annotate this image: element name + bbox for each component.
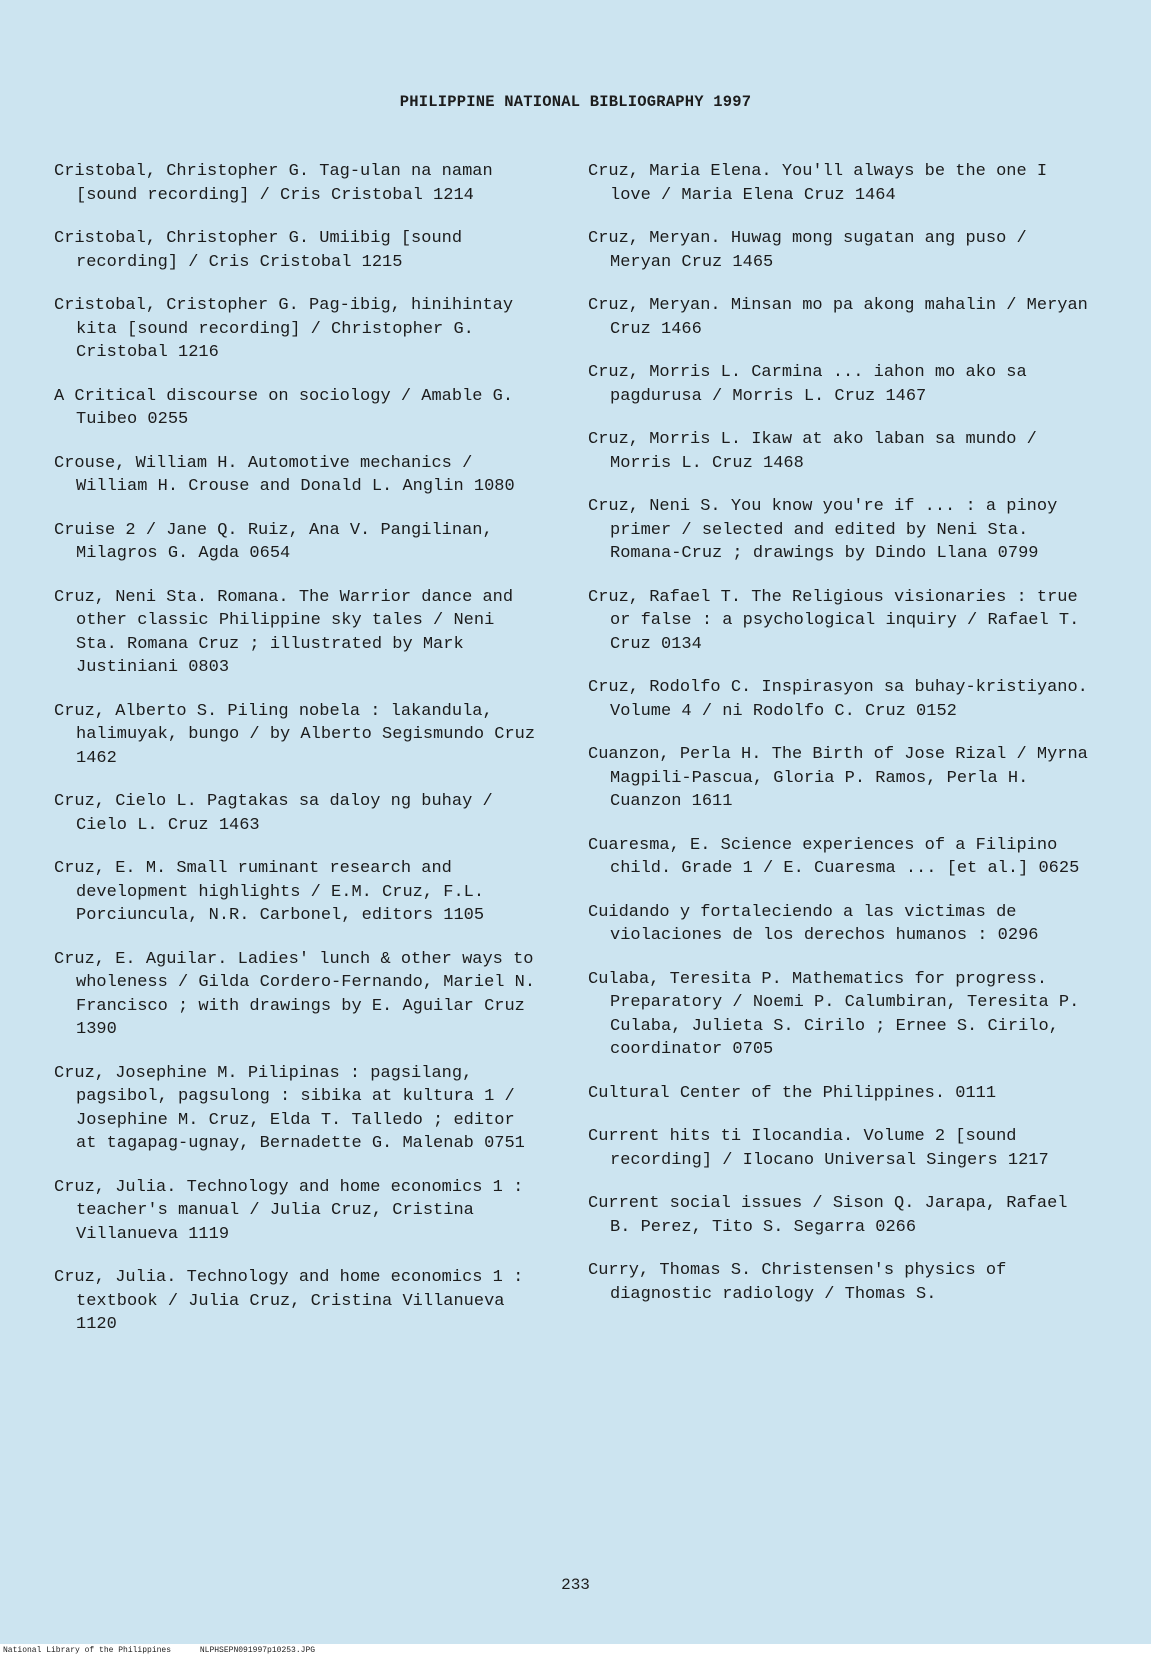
- bibliography-entry: Cruz, Neni Sta. Romana. The Warrior dance and other classic Philippine sky tales / Neni Sta. Romana Cruz ; illustrated by Mark Justiniani 0803: [54, 587, 514, 677]
- bibliography-entry: Cruz, Meryan. Huwag mong sugatan ang puso / Meryan Cruz 1465: [588, 229, 1027, 272]
- right-column: [588, 160, 1088, 1326]
- bibliography-entry: Cruise 2 / Jane Q. Ruiz, Ana V. Pangilinan, Milagros G. Agda 0654: [54, 520, 493, 563]
- bibliography-entry: Cristobal, Cristopher G. Pag-ibig, hinihintay kita [sound recording] / Christopher G. Cristobal 1216: [54, 296, 514, 362]
- page-title: PHILIPPINE NATIONAL BIBLIOGRAPHY 1997: [399, 93, 752, 111]
- page-number: 233: [561, 1576, 590, 1594]
- bibliography-entry: Curry, Thomas S. Christensen's physics of diagnostic radiology / Thomas S.: [588, 1261, 1007, 1304]
- bibliography-entry: Cultural Center of the Philippines. 0111: [588, 1083, 997, 1103]
- bibliography-entry: Cristobal, Christopher G. Tag-ulan na naman [sound recording] / Cris Cristobal 1214: [54, 162, 493, 205]
- bibliography-entry: Cruz, Julia. Technology and home economics 1 : textbook / Julia Cruz, Cristina Villanueva 1120: [54, 1268, 524, 1334]
- footer-filename: NLPHSEPN091997p10253.JPG: [199, 1646, 316, 1655]
- bibliography-entry: A Critical discourse on sociology / Amable G. Tuibeo 0255: [54, 386, 514, 429]
- bibliography-entry: Cruz, Meryan. Minsan mo pa akong mahalin / Meryan Cruz 1466: [588, 296, 1088, 339]
- left-column: [54, 160, 544, 1357]
- footer-strip: [0, 1644, 1151, 1658]
- bibliography-entry: Cruz, Morris L. Carmina ... iahon mo ako sa pagdurusa / Morris L. Cruz 1467: [588, 363, 1027, 406]
- bibliography-entry: Cruz, Morris L. Ikaw at ako laban sa mundo / Morris L. Cruz 1468: [588, 430, 1037, 473]
- bibliography-entry: Crouse, William H. Automotive mechanics / William H. Crouse and Donald L. Anglin 1080: [54, 453, 515, 496]
- bibliography-entry: Current hits ti Ilocandia. Volume 2 [sound recording] / Ilocano Universal Singers 1217: [588, 1127, 1049, 1170]
- bibliography-entry: Cruz, Neni S. You know you're if ... : a pinoy primer / selected and edited by Neni Sta. Romana-Cruz ; drawings by Dindo Llana 0799: [588, 497, 1058, 563]
- bibliography-entry: Cuidando y fortaleciendo a las victimas de violaciones de los derechos humanos : 0296: [588, 902, 1039, 945]
- bibliography-entry: Cruz, Alberto S. Piling nobela : lakandula, halimuyak, bungo / by Alberto Segismundo Cruz 1462: [54, 701, 536, 768]
- bibliography-entry: Current social issues / Sison Q. Jarapa, Rafael B. Perez, Tito S. Segarra 0266: [588, 1194, 1068, 1237]
- bibliography-entry: Cuaresma, E. Science experiences of a Filipino child. Grade 1 / E. Cuaresma ... [et al.] 0625: [588, 835, 1080, 878]
- bibliography-entry: Cruz, Josephine M. Pilipinas : pagsilang, pagsibol, pagsulong : sibika at kultura 1 / Josephine M. Cruz, Elda T. Talledo ; editor at tagapag-ugnay, Bernadette G. Malenab 0751: [54, 1063, 525, 1153]
- footer-library: National Library of the Philippines: [3, 1646, 172, 1655]
- bibliography-entry: Cruz, E. M. Small ruminant research and development highlights / E.M. Cruz, F.L. Porciuncula, N.R. Carbonel, editors 1105: [54, 859, 485, 925]
- bibliography-entry: Cruz, Rafael T. The Religious visionaries : true or false : a psychological inquiry / Rafael T. Cruz 0134: [588, 587, 1080, 654]
- bibliography-entry: Cristobal, Christopher G. Umiibig [sound recording] / Cris Cristobal 1215: [54, 229, 463, 272]
- bibliography-entry: Cruz, E. Aguilar. Ladies' lunch & other ways to wholeness / Gilda Cordero-Fernando, Mariel N. Francisco ; with drawings by E. Aguilar Cruz 1390: [54, 949, 536, 1039]
- bibliography-entry: Cruz, Maria Elena. You'll always be the one I love / Maria Elena Cruz 1464: [588, 162, 1048, 205]
- bibliography-entry: Cruz, Rodolfo C. Inspirasyon sa buhay-kristiyano. Volume 4 / ni Rodolfo C. Cruz 0152: [588, 678, 1088, 721]
- bibliography-entry: Cuanzon, Perla H. The Birth of Jose Rizal / Myrna Magpili-Pascua, Gloria P. Ramos, Perla H. Cuanzon 1611: [588, 745, 1088, 811]
- bibliography-entry: Culaba, Teresita P. Mathematics for progress. Preparatory / Noemi P. Calumbiran, Teresita P. Culaba, Julieta S. Cirilo ; Ernee S. Cirilo, coordinator 0705: [588, 969, 1080, 1059]
- bibliography-entry: Cruz, Cielo L. Pagtakas sa daloy ng buhay / Cielo L. Cruz 1463: [54, 792, 493, 835]
- bibliography-entry: Cruz, Julia. Technology and home economics 1 : teacher's manual / Julia Cruz, Cristina Villanueva 1119: [54, 1177, 524, 1244]
